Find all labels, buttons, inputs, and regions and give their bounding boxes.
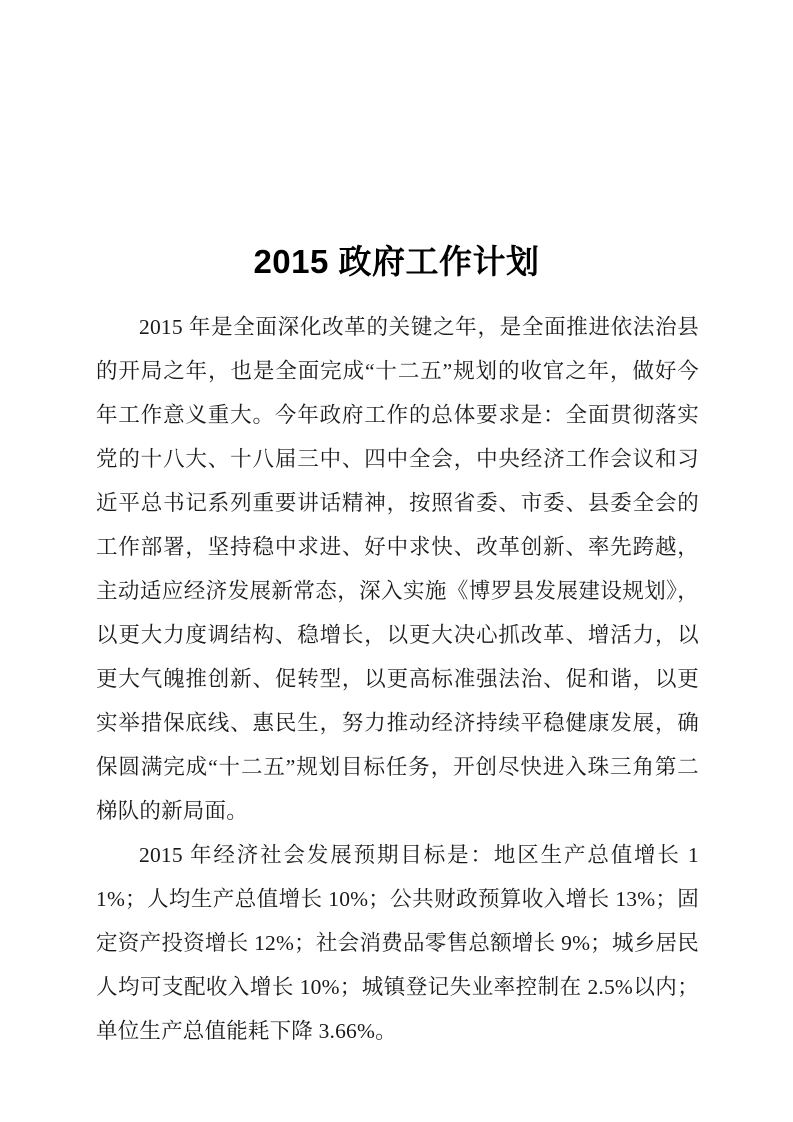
paragraph-overview: 2015 年是全面深化改革的关键之年，是全面推进依法治县的开局之年，也是全面完成“十二五”规划的收官之年，做好今年工作意义重大。今年政府工作的总体要求是：全面贯彻落实党的十八大、十八届三中、四中全会，中央经济工作会议和习近平总书记系列重要讲话精神，按照省委、市委、县委全会的工作部署，坚持稳中求进、好中求快、改革创新、率先跨越，主动适应经济发展新常态，深入实施《博罗县发展建设规划》，以更大力度调结构、稳增长，以更大决心抓改革、增活力，以更大气魄推创新、促转型，以更高标准强法治、促和谐，以更实举措保底线、惠民生，努力推动经济持续平稳健康发展，确保圆满完成“十二五”规划目标任务，开创尽快进入珠三角第二梯队的新局面。	[96, 315, 699, 823]
document-body	[96, 305, 699, 1053]
page-title: 2015 政府工作计划	[253, 243, 540, 281]
paragraph-targets: 2015 年经济社会发展预期目标是：地区生产总值增长 11%；人均生产总值增长 10%；公共财政预算收入增长 13%；固定资产投资增长 12%；社会消费品零售总额增长 9%；城乡居民人均可支配收入增长 10%；城镇登记失业率控制在 2.5%以内；单位生产总值能耗下降 3.66%。	[96, 843, 699, 1043]
